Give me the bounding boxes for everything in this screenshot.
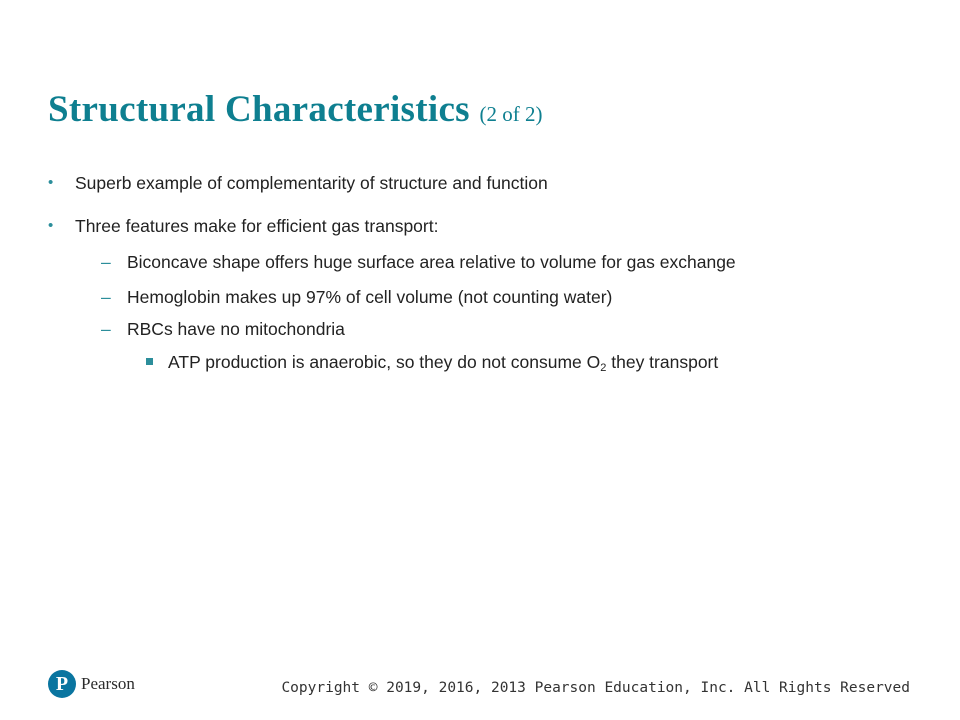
- pearson-p-icon: P: [48, 670, 76, 698]
- pearson-wordmark: Pearson: [81, 674, 135, 693]
- sub-bullet-item: [101, 250, 901, 274]
- square-bullet-marker: [146, 358, 153, 365]
- bullet-marker: •: [48, 174, 54, 191]
- title-page-indicator: (2 of 2): [479, 102, 543, 126]
- tertiary-bullet-item: [146, 350, 906, 374]
- pearson-logo: [48, 668, 135, 700]
- sub-bullet-marker: –: [101, 319, 111, 339]
- sub-bullet-text: Biconcave shape offers huge surface area relative to volume for gas exchange: [127, 252, 736, 272]
- bullet-item: [48, 171, 748, 195]
- slide-title: [48, 88, 542, 131]
- tertiary-bullet-text: [168, 350, 718, 374]
- sub-bullet-marker: –: [101, 252, 111, 272]
- sub-bullet-marker: –: [101, 287, 111, 307]
- sub-bullet-text: RBCs have no mitochondria: [127, 319, 345, 339]
- copyright-notice: Copyright © 2019, 2016, 2013 Pearson Education, Inc. All Rights Reserved: [281, 680, 910, 696]
- bullet-marker: •: [48, 217, 54, 234]
- oxygen-subscript: 2: [600, 362, 607, 374]
- sub-bullet-item: [101, 317, 901, 341]
- title-main: Structural Characteristics: [48, 89, 470, 130]
- tertiary-text-after: they transport: [606, 352, 719, 372]
- bullet-text: Three features make for efficient gas transport:: [75, 216, 439, 236]
- bullet-item: [48, 214, 748, 238]
- bullet-text: Superb example of complementarity of structure and function: [75, 173, 548, 193]
- sub-bullet-text: Hemoglobin makes up 97% of cell volume (not counting water): [127, 287, 613, 307]
- tertiary-text-before: ATP production is anaerobic, so they do not consume O: [168, 352, 601, 372]
- sub-bullet-item: [101, 285, 901, 309]
